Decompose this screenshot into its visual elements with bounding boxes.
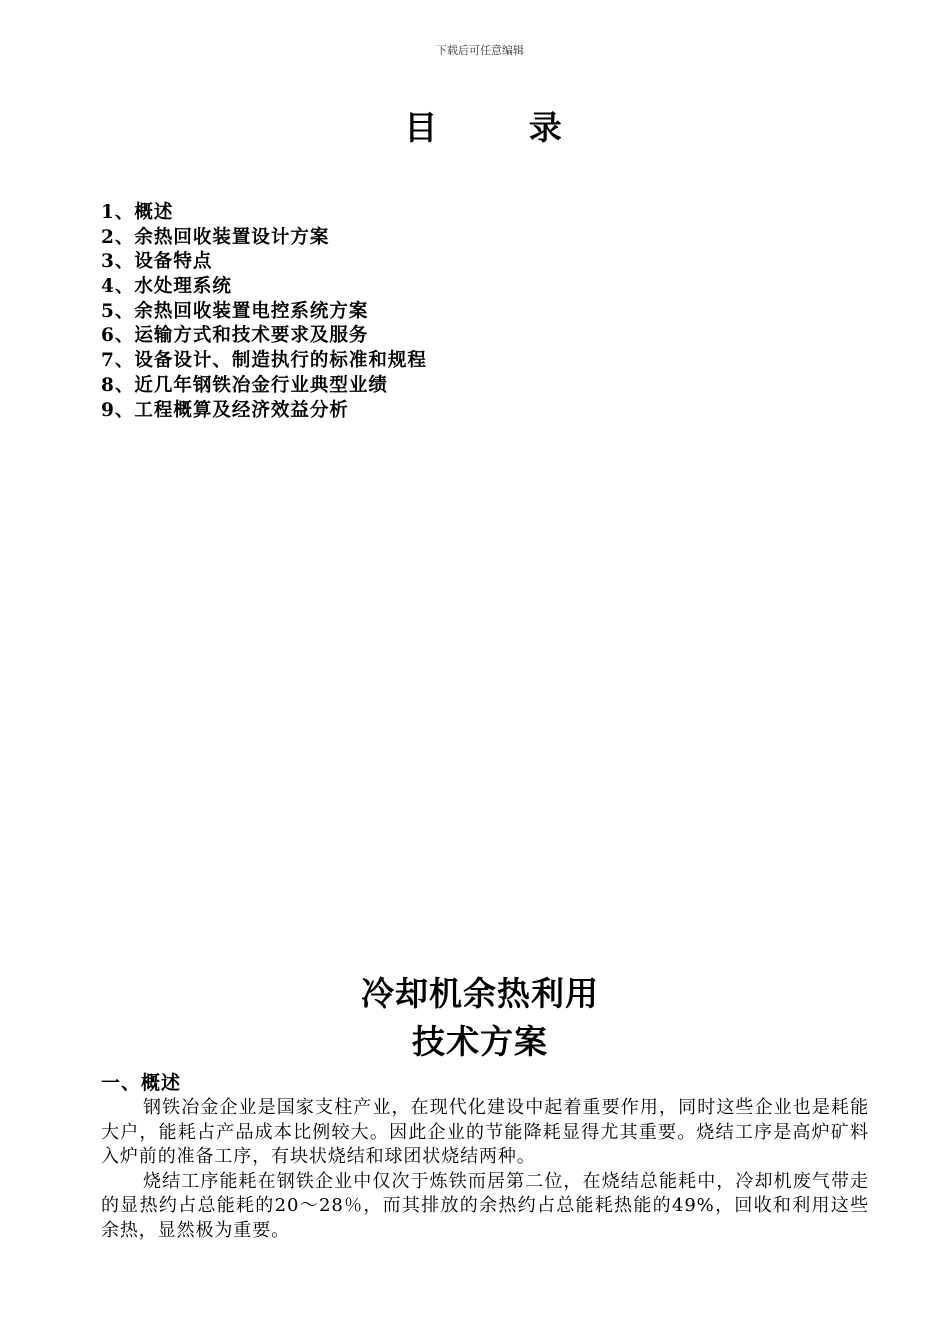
toc-item: 5、余热回收装置电控系统方案 [101, 300, 369, 322]
toc-title: 目 录 [404, 108, 602, 147]
toc-item: 6、运输方式和技术要求及服务 [101, 325, 369, 347]
body-text [101, 1096, 869, 1244]
paragraph: 钢铁冶金企业是国家支柱产业，在现代化建设中起着重要作用，同时这些企业也是耗能大户，能耗占产品成本比例较大。因此企业的节能降耗显得尤其重要。烧结工序是高炉矿料入炉前的准备工序，有块状烧结和球团状烧结两种。 [101, 1097, 869, 1168]
document-title [0, 970, 950, 1066]
toc-item: 2、余热回收装置设计方案 [101, 226, 330, 248]
document-title-line2: 技术方案 [412, 1022, 548, 1061]
toc-item: 8、近几年钢铁冶金行业典型业绩 [101, 374, 388, 396]
paragraph: 烧结工序能耗在钢铁企业中仅次于炼铁而居第二位，在烧结总能耗中，冷却机废气带走的显热约占总能耗的20～28％，而其排放的余热约占总能耗热能的49%，回收和利用这些余热，显然极为重要。 [101, 1170, 869, 1241]
toc-item: 3、设备特点 [101, 251, 213, 273]
toc-item: 7、设备设计、制造执行的标准和规程 [101, 350, 427, 372]
section-heading: 一、概述 [101, 1072, 182, 1094]
toc-item: 9、工程概算及经济效益分析 [101, 399, 349, 421]
toc-item: 1、概述 [101, 202, 174, 223]
document-title-line1: 冷却机余热利用 [361, 974, 599, 1013]
table-of-contents [101, 201, 427, 423]
header-note: 下载后可任意编辑 [436, 44, 524, 57]
toc-item: 4、水处理系统 [101, 276, 232, 298]
